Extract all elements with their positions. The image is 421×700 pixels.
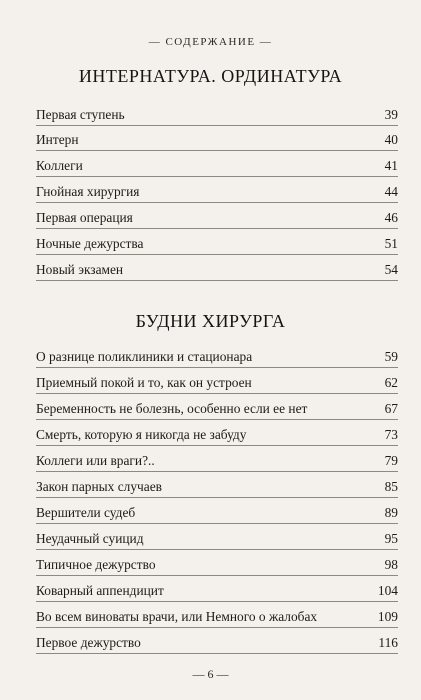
toc-entry (36, 372, 398, 394)
toc-entry-title: Новый экзамен (36, 262, 124, 277)
toc-entry (36, 502, 398, 524)
toc-entry-title: Гнойная хирургия (36, 184, 140, 199)
toc-entry-title: Смерть, которую я никогда не забуду (36, 427, 247, 442)
toc-entry-page: 73 (384, 427, 398, 442)
page-number: — 6 — (192, 667, 229, 681)
toc-entry (36, 606, 398, 628)
toc-entry (36, 233, 398, 255)
toc-entry-page: 98 (384, 557, 398, 572)
toc-entry (36, 424, 398, 446)
toc-entry-page: 109 (377, 609, 398, 624)
toc-entry (36, 476, 398, 498)
toc-entry-title: О разнице поликлиники и стационара (36, 349, 253, 364)
toc-entry-title: Приемный покой и то, как он устроен (36, 375, 252, 390)
toc-entry-page: 44 (384, 184, 398, 199)
toc-entry-page: 67 (384, 401, 398, 416)
running-head: — СОДЕРЖАНИЕ — (148, 36, 273, 48)
toc-entry-title: Интерн (36, 132, 79, 147)
toc-entry (36, 155, 398, 177)
toc-entry (36, 104, 398, 126)
toc-entry (36, 398, 398, 420)
toc-entry-page: 62 (384, 375, 398, 390)
toc-entry-page: 85 (384, 479, 398, 494)
toc-entry (36, 528, 398, 550)
toc-entry (36, 181, 398, 203)
toc-entry-page: 95 (384, 531, 398, 546)
toc-entry-title: Беременность не болезнь, особенно если ее нет (36, 401, 308, 416)
toc-entry-title: Типичное дежурство (36, 557, 156, 572)
toc-entry (36, 129, 398, 151)
toc-entry-title: Ночные дежурства (36, 236, 144, 251)
toc-entry-page: 46 (384, 210, 398, 225)
toc-entry (36, 580, 398, 602)
toc-entry (36, 259, 398, 281)
toc-entry (36, 450, 398, 472)
toc-entry-page: 39 (384, 107, 398, 122)
toc-entry-title: Во всем виноваты врачи, или Немного о жалобах (36, 609, 318, 624)
toc-entry-page: 79 (384, 453, 398, 468)
toc-entry (36, 207, 398, 229)
toc-entry-page: 54 (384, 262, 398, 277)
toc-entry-page: 89 (384, 505, 398, 520)
toc-entry-title: Неудачный суицид (36, 531, 144, 546)
toc-entry-title: Первая ступень (36, 107, 125, 122)
section-title-surgeon-days: БУДНИ ХИРУРГА (135, 311, 286, 331)
toc-entry-title: Первое дежурство (36, 635, 141, 650)
toc-entry-page: 104 (377, 583, 398, 598)
section-title-internship: ИНТЕРНАТУРА. ОРДИНАТУРА (78, 66, 343, 86)
toc-entry-page: 41 (384, 158, 398, 173)
toc-entry-title: Вершители судеб (36, 505, 136, 520)
toc-entry (36, 554, 398, 576)
toc-entry-title: Коллеги (36, 158, 83, 173)
toc-entry-page: 40 (384, 132, 398, 147)
toc-entry-page: 59 (384, 349, 398, 364)
toc-entry-title: Закон парных случаев (36, 479, 162, 494)
toc-entry (36, 346, 398, 368)
toc-entry-title: Коллеги или враги?.. (36, 453, 155, 468)
toc-entry-title: Первая операция (36, 210, 133, 225)
toc-entry-page: 116 (378, 635, 398, 650)
toc-entry-title: Коварный аппендицит (36, 583, 164, 598)
toc-entry-page: 51 (384, 236, 398, 251)
toc-entry (36, 632, 398, 654)
